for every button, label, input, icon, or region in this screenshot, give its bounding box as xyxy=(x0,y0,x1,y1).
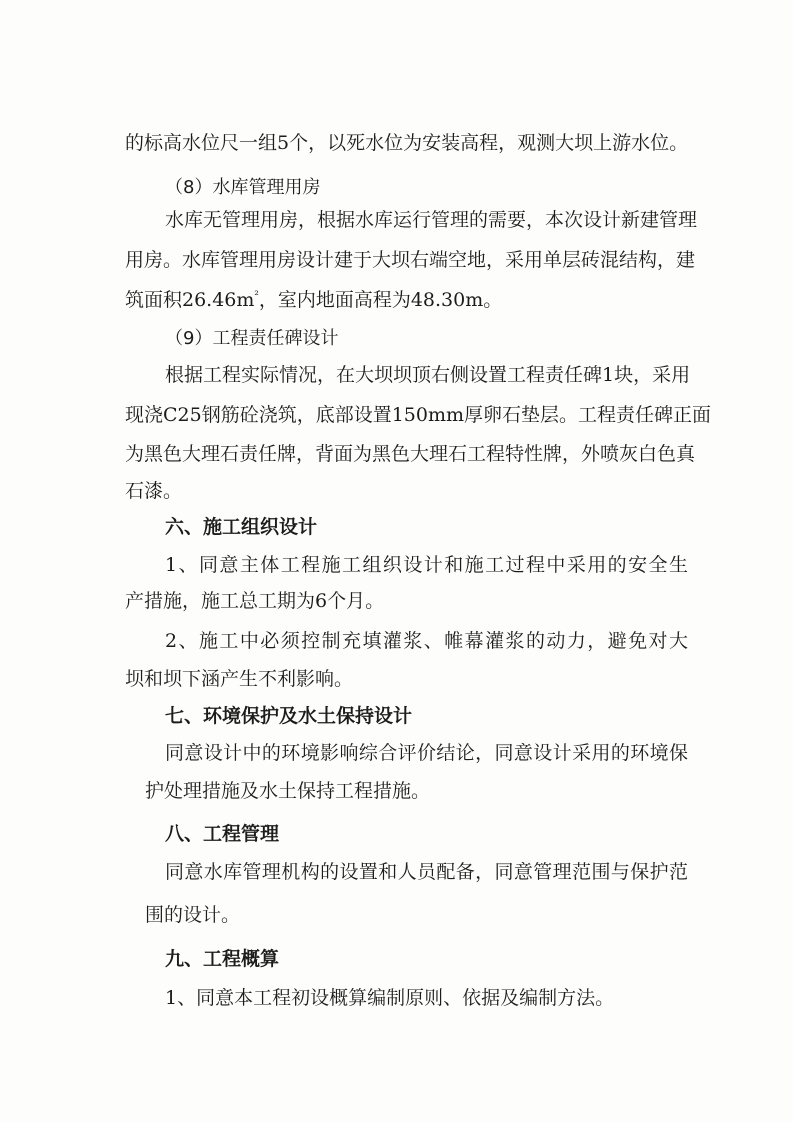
section-heading: 七、环境保护及水土保持设计 xyxy=(165,705,413,727)
text-line: 护处理措施及水土保持工程措施。 xyxy=(145,780,431,802)
text-line: 同意水库管理机构的设置和人员配备，同意管理范围与保护范 xyxy=(165,861,688,883)
subsection-heading: （8）水库管理用房 xyxy=(165,177,321,198)
text-line: 现浇C25钢筋砼浇筑，底部设置150mm厚卵石垫层。工程责任碑正面 xyxy=(125,404,712,426)
text-line: 产措施，施工总工期为6个月。 xyxy=(125,590,385,612)
section-heading: 六、施工组织设计 xyxy=(165,516,318,538)
elevation-text: ，室内地面高程为48.30m。 xyxy=(258,289,503,311)
text-line: 用房。水库管理用房设计建于大坝右端空地，采用单层砖混结构，建 xyxy=(125,249,696,271)
text-line: 水库无管理用房，根据水库运行管理的需要，本次设计新建管理 xyxy=(165,209,698,231)
superscript: ² xyxy=(254,288,259,302)
section-heading: 八、工程管理 xyxy=(165,823,280,845)
text-line: 1、同意本工程初设概算编制原则、依据及编制方法。 xyxy=(165,987,615,1009)
subsection-heading: （9）工程责任碑设计 xyxy=(165,328,339,349)
text-line: 1、同意主体工程施工组织设计和施工过程中采用的安全生 xyxy=(165,554,688,576)
text-line: 根据工程实际情况，在大坝坝顶右侧设置工程责任碑1块，采用 xyxy=(165,364,691,386)
area-text: 筑面积26.46m xyxy=(125,289,255,311)
text-line: 2、施工中必须控制充填灌浆、帷幕灌浆的动力，避免对大 xyxy=(165,630,688,652)
text-line xyxy=(125,287,502,313)
text-line: 围的设计。 xyxy=(145,904,241,926)
text-line: 的标高水位尺一组5个，以死水位为安装高程，观测大坝上游水位。 xyxy=(125,132,689,154)
text-line: 同意设计中的环境影响综合评价结论，同意设计采用的环境保 xyxy=(165,742,688,764)
section-heading: 九、工程概算 xyxy=(165,948,280,970)
text-line: 坝和坝下涵产生不利影响。 xyxy=(125,668,354,690)
text-line: 石漆。 xyxy=(125,480,183,502)
text-line: 为黑色大理石责任牌，背面为黑色大理石工程特性牌，外喷灰白色真 xyxy=(125,443,696,465)
